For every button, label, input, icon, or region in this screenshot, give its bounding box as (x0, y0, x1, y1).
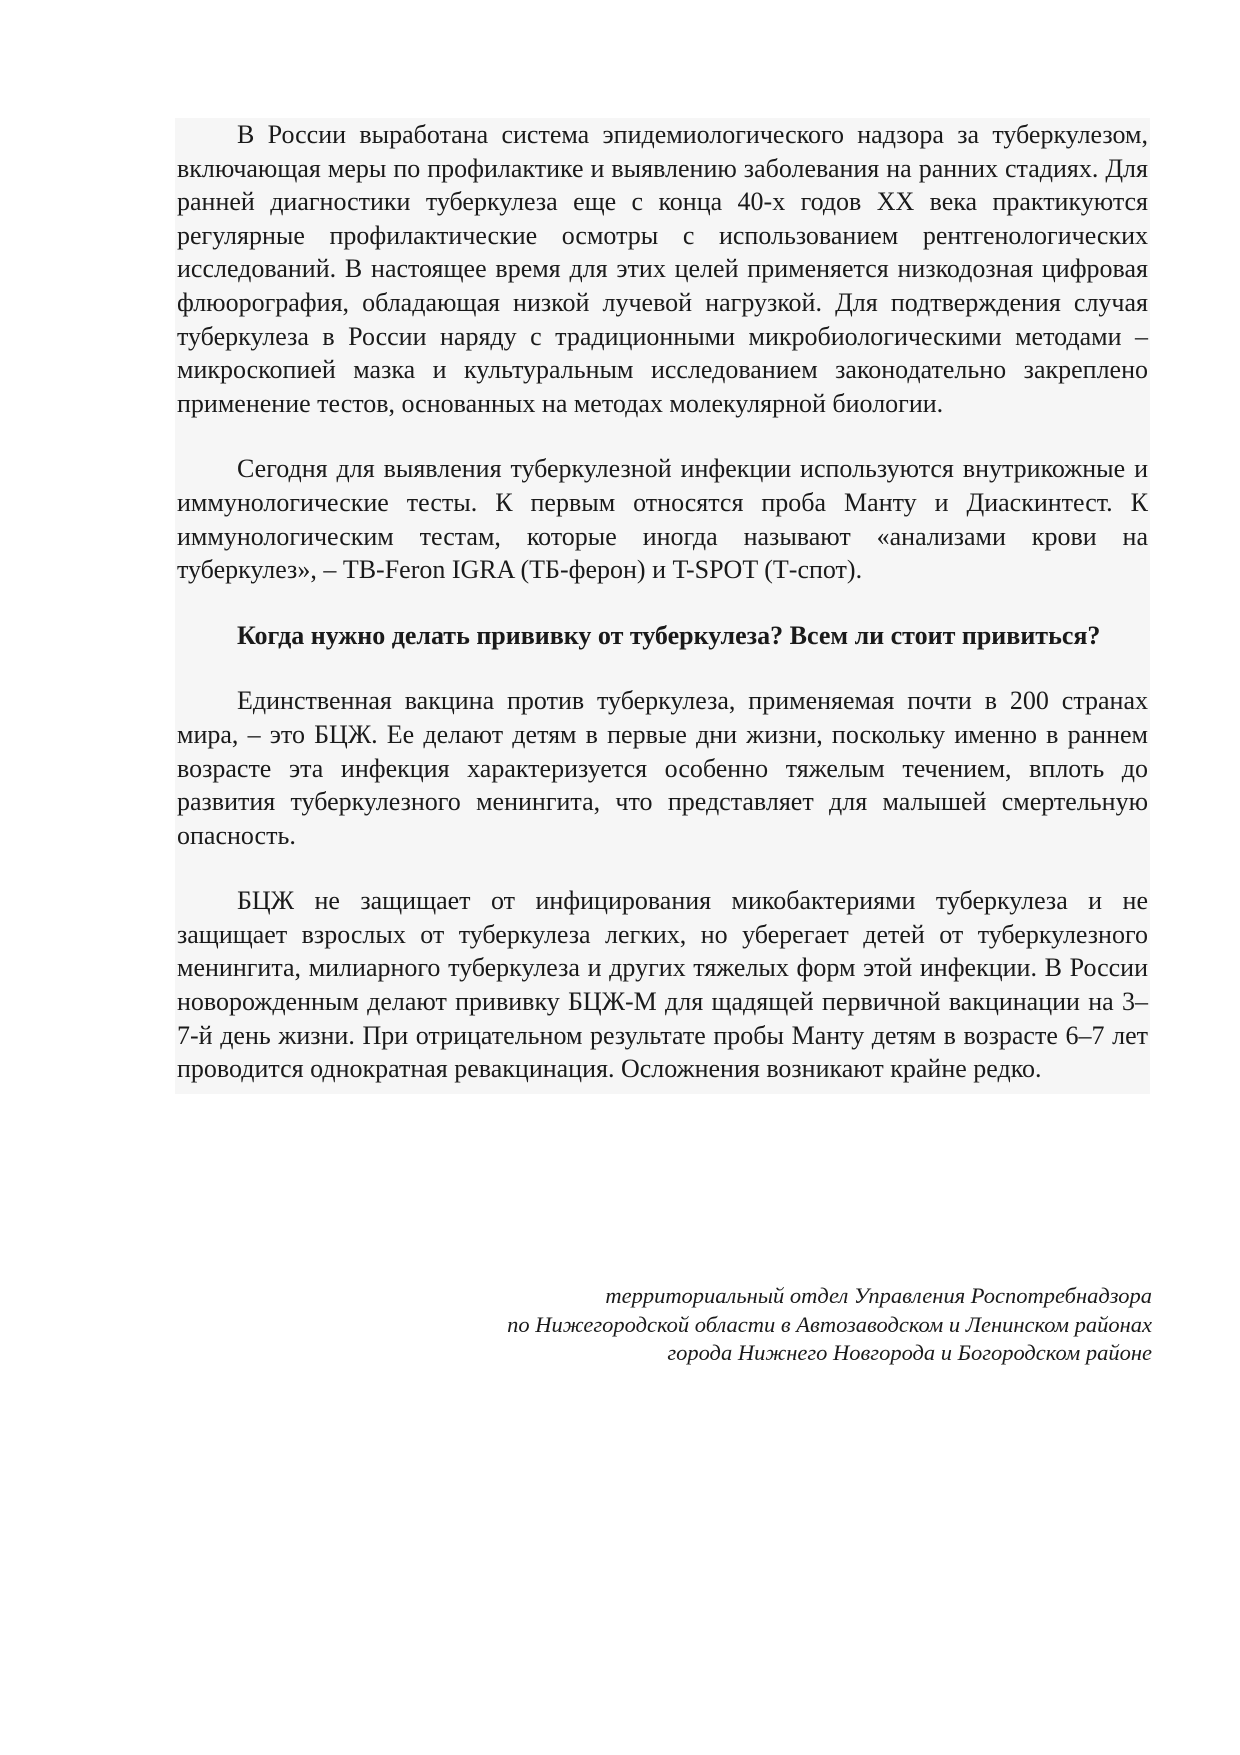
paragraph-surveillance: В России выработана система эпидемиологического надзора за туберкулезом, включающая меры по профилактике и выявлению заболевания на ранних стадиях. Для ранней диагностики туберкулеза еще с конца 40-х годов XX века практикуются регулярные профилактические осмотры с использованием рентгенологических исследований. В настоящее время для этих целей применяется низкодозная цифровая флюорография, обладающая низкой лучевой нагрузкой. Для подтверждения случая туберкулеза в России наряду с традиционными микробиологическими методами – микроскопией мазка и культуральным исследованием законодательно закреплено применение тестов, основанных на методах молекулярной биологии. (177, 120, 1148, 418)
signature-line: по Нижегородской области в Автозаводском и Ленинском районах (507, 1311, 1152, 1337)
article-body (175, 118, 1150, 1094)
signature-block (252, 1282, 1152, 1368)
signature-line: территориальный отдел Управления Роспотребнадзора (605, 1283, 1152, 1308)
signature-line: города Нижнего Новгорода и Богородском районе (667, 1340, 1152, 1365)
paragraph-bcg-protection: БЦЖ не защищает от инфицирования микобактериями туберкулеза и не защищает взрослых от туберкулеза легких, но уберегает детей от туберкулезного менингита, милиарного туберкулеза и других тяжелых форм этой инфекции. В России новорожденным делают прививку БЦЖ-М для щадящей первичной вакцинации на 3–7-й день жизни. При отрицательном результате пробы Манту детям в возрасте 6–7 лет проводится однократная ревакцинация. Осложнения возникают крайне редко. (177, 886, 1148, 1084)
section-heading-vaccination: Когда нужно делать прививку от туберкулеза? Всем ли стоит привиться? (237, 620, 1101, 650)
paragraph-bcg-vaccine: Единственная вакцина против туберкулеза, применяемая почти в 200 странах мира, – это БЦЖ. Ее делают детям в первые дни жизни, поскольку именно в раннем возрасте эта инфекция характеризуется особенно тяжелым течением, вплоть до развития туберкулезного менингита, что представляет для малышей смертельную опасность. (177, 686, 1148, 850)
paragraph-tests: Сегодня для выявления туберкулезной инфекции используются внутрикожные и иммунологические тесты. К первым относятся проба Манту и Диаскинтест. К иммунологическим тестам, которые иногда называют «анализами крови на туберкулез», – TB-Feron IGRA (ТБ-ферон) и T-SPOT (Т-спот). (177, 454, 1148, 585)
